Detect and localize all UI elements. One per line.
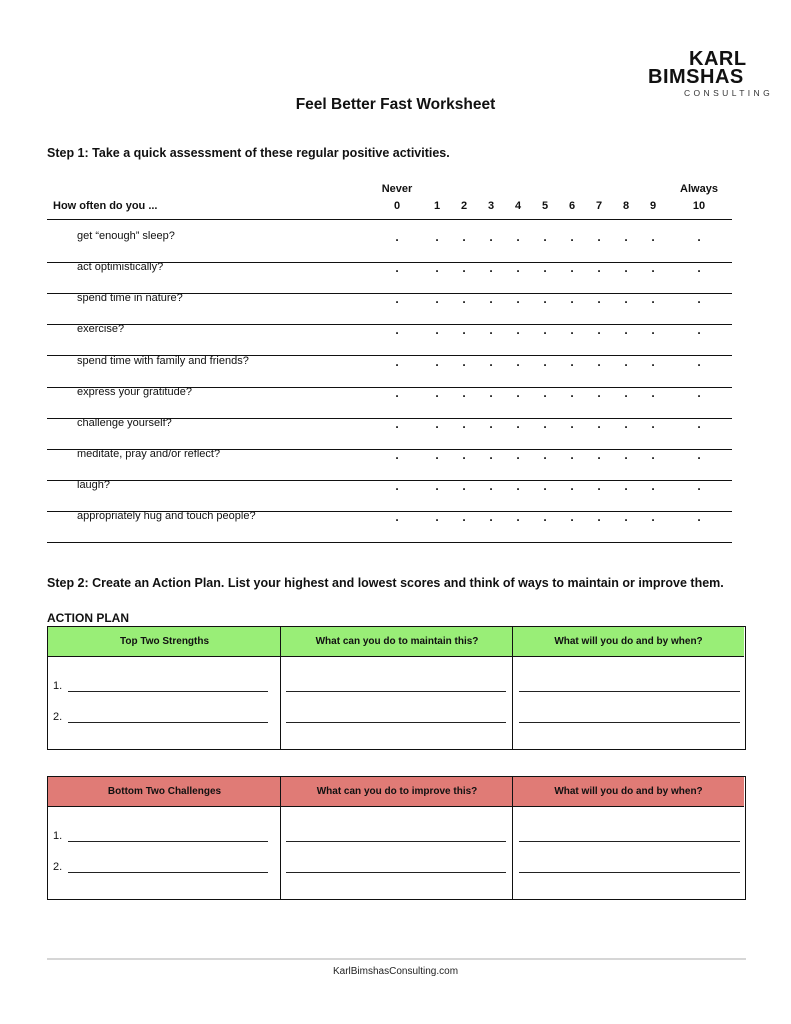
- item-number: 1.: [53, 830, 63, 842]
- step1-heading: [47, 146, 450, 160]
- rating-option-5[interactable]: .: [543, 479, 547, 493]
- rating-option-5[interactable]: .: [543, 323, 547, 337]
- rating-option-7[interactable]: .: [597, 292, 601, 306]
- rating-option-0[interactable]: .: [395, 417, 399, 431]
- rating-option-9[interactable]: .: [651, 292, 655, 306]
- rating-option-2[interactable]: .: [462, 355, 466, 369]
- rating-option-6[interactable]: .: [570, 448, 574, 462]
- rating-option-2[interactable]: .: [462, 417, 466, 431]
- rating-option-9[interactable]: .: [651, 230, 655, 244]
- rating-option-6[interactable]: .: [570, 292, 574, 306]
- fill-in-line[interactable]: [286, 691, 506, 692]
- step2-heading: Step 2: Create an Action Plan. List your highest and lowest scores and think of ways to maintain or improve them.: [47, 576, 724, 590]
- activity-label: get “enough” sleep?: [77, 230, 175, 242]
- rating-option-7[interactable]: .: [597, 479, 601, 493]
- rating-option-10[interactable]: .: [697, 448, 701, 462]
- fill-in-line[interactable]: [519, 841, 740, 842]
- rating-option-8[interactable]: .: [624, 386, 628, 400]
- activity-label: spend time in nature?: [77, 292, 183, 304]
- activity-label: spend time with family and friends?: [77, 355, 249, 367]
- rating-option-4[interactable]: .: [516, 230, 520, 244]
- rating-option-10[interactable]: .: [697, 479, 701, 493]
- rating-option-5[interactable]: .: [543, 386, 547, 400]
- rating-option-8[interactable]: .: [624, 261, 628, 275]
- logo-line-1: KARL: [689, 48, 747, 70]
- activity-label: appropriately hug and touch people?: [77, 510, 256, 522]
- activity-label: laugh?: [77, 479, 111, 491]
- rating-option-6[interactable]: .: [570, 510, 574, 524]
- rating-option-9[interactable]: .: [651, 510, 655, 524]
- rating-option-8[interactable]: .: [624, 417, 628, 431]
- rating-option-3[interactable]: .: [489, 323, 493, 337]
- rating-option-6[interactable]: .: [570, 261, 574, 275]
- activity-label: meditate, pray and/or reflect?: [77, 448, 221, 460]
- activity-label: challenge yourself?: [77, 417, 172, 429]
- rating-option-0[interactable]: .: [395, 261, 399, 275]
- rating-option-5[interactable]: .: [543, 448, 547, 462]
- challenges-header-2: What can you do to improve this?: [281, 777, 513, 807]
- rating-option-1[interactable]: .: [435, 479, 439, 493]
- scale-point-2: 2: [460, 200, 468, 212]
- fill-in-line[interactable]: [68, 872, 268, 873]
- rating-option-10[interactable]: .: [697, 323, 701, 337]
- rating-option-7[interactable]: .: [597, 448, 601, 462]
- logo-line-2: BIMSHAS: [648, 66, 744, 88]
- rating-option-3[interactable]: .: [489, 448, 493, 462]
- rating-option-10[interactable]: .: [697, 510, 701, 524]
- rating-option-1[interactable]: .: [435, 355, 439, 369]
- table-divider: [280, 777, 281, 899]
- scale-always-label: Always: [680, 183, 718, 195]
- table-divider: [512, 627, 513, 749]
- fill-in-line[interactable]: [68, 691, 268, 692]
- strengths-table: [47, 626, 746, 750]
- rating-option-3[interactable]: .: [489, 386, 493, 400]
- item-number: 1.: [53, 680, 63, 692]
- rating-option-8[interactable]: .: [624, 355, 628, 369]
- rating-option-3[interactable]: .: [489, 292, 493, 306]
- strengths-header-2: What can you do to maintain this?: [281, 627, 513, 657]
- strengths-header-1: Top Two Strengths: [48, 627, 281, 657]
- scale-point-5: 5: [541, 200, 549, 212]
- rating-option-7[interactable]: .: [597, 510, 601, 524]
- rating-option-7[interactable]: .: [597, 261, 601, 275]
- rating-option-6[interactable]: .: [570, 386, 574, 400]
- rating-option-8[interactable]: .: [624, 448, 628, 462]
- fill-in-line[interactable]: [286, 841, 506, 842]
- rating-option-3[interactable]: .: [489, 261, 493, 275]
- rating-option-1[interactable]: .: [435, 448, 439, 462]
- action-plan-title: ACTION PLAN: [47, 611, 129, 625]
- rating-option-7[interactable]: .: [597, 230, 601, 244]
- rating-option-5[interactable]: .: [543, 261, 547, 275]
- rating-option-10[interactable]: .: [697, 261, 701, 275]
- rating-option-9[interactable]: .: [651, 261, 655, 275]
- rating-option-6[interactable]: .: [570, 323, 574, 337]
- rating-option-0[interactable]: .: [395, 292, 399, 306]
- fill-in-line[interactable]: [286, 872, 506, 873]
- scale-point-10: 10: [692, 200, 706, 212]
- company-logo: [645, 48, 774, 98]
- step1-label: Step 1:: [47, 146, 89, 160]
- rating-option-4[interactable]: .: [516, 448, 520, 462]
- rating-option-2[interactable]: .: [462, 479, 466, 493]
- rating-option-4[interactable]: .: [516, 510, 520, 524]
- rating-option-7[interactable]: .: [597, 386, 601, 400]
- fill-in-line[interactable]: [68, 841, 268, 842]
- rating-option-10[interactable]: .: [697, 417, 701, 431]
- rating-option-3[interactable]: .: [489, 510, 493, 524]
- activity-label: express your gratitude?: [77, 386, 192, 398]
- rating-option-1[interactable]: .: [435, 386, 439, 400]
- scale-point-0: 0: [393, 200, 401, 212]
- rating-option-9[interactable]: .: [651, 417, 655, 431]
- activity-label: act optimistically?: [77, 261, 164, 273]
- item-number: 2.: [53, 861, 63, 873]
- rating-option-6[interactable]: .: [570, 230, 574, 244]
- rating-option-0[interactable]: .: [395, 355, 399, 369]
- table-divider: [280, 627, 281, 749]
- rating-option-8[interactable]: .: [624, 323, 628, 337]
- scale-point-6: 6: [568, 200, 576, 212]
- footer-divider: [47, 958, 746, 960]
- fill-in-line[interactable]: [519, 872, 740, 873]
- rating-option-9[interactable]: .: [651, 386, 655, 400]
- challenges-table: [47, 776, 746, 900]
- footer-url[interactable]: KarlBimshasConsulting.com: [332, 966, 459, 977]
- item-number: 2.: [53, 711, 63, 723]
- rating-option-0[interactable]: .: [395, 510, 399, 524]
- rating-option-2[interactable]: .: [462, 448, 466, 462]
- scale-point-7: 7: [595, 200, 603, 212]
- question-header: How often do you ...: [53, 200, 158, 212]
- strengths-header-3: What will you do and by when?: [513, 627, 744, 657]
- rating-option-1[interactable]: .: [435, 230, 439, 244]
- rating-option-5[interactable]: .: [543, 510, 547, 524]
- rating-option-3[interactable]: .: [489, 355, 493, 369]
- rating-option-9[interactable]: .: [651, 355, 655, 369]
- rating-option-4[interactable]: .: [516, 386, 520, 400]
- rating-option-9[interactable]: .: [651, 479, 655, 493]
- table-divider: [512, 777, 513, 899]
- rating-option-9[interactable]: .: [651, 323, 655, 337]
- rating-option-1[interactable]: .: [435, 417, 439, 431]
- challenges-header-1: Bottom Two Challenges: [48, 777, 281, 807]
- scale-point-1: 1: [433, 200, 441, 212]
- rating-option-8[interactable]: .: [624, 230, 628, 244]
- rating-option-4[interactable]: .: [516, 261, 520, 275]
- fill-in-line[interactable]: [68, 722, 268, 723]
- rating-option-2[interactable]: .: [462, 323, 466, 337]
- rating-option-8[interactable]: .: [624, 479, 628, 493]
- rating-option-1[interactable]: .: [435, 323, 439, 337]
- fill-in-line[interactable]: [519, 722, 740, 723]
- step1-text: Take a quick assessment of these regular positive activities.: [92, 146, 450, 160]
- table-rule: [47, 219, 732, 220]
- rating-option-0[interactable]: .: [395, 323, 399, 337]
- scale-never-label: Never: [381, 183, 413, 195]
- rating-option-0[interactable]: .: [395, 230, 399, 244]
- rating-option-2[interactable]: .: [462, 510, 466, 524]
- rating-option-5[interactable]: .: [543, 417, 547, 431]
- page-title: Feel Better Fast Worksheet: [295, 96, 496, 113]
- rating-option-4[interactable]: .: [516, 417, 520, 431]
- rating-option-0[interactable]: .: [395, 448, 399, 462]
- rating-option-10[interactable]: .: [697, 355, 701, 369]
- rating-option-10[interactable]: .: [697, 386, 701, 400]
- scale-point-8: 8: [622, 200, 630, 212]
- scale-point-4: 4: [514, 200, 522, 212]
- rating-option-4[interactable]: .: [516, 292, 520, 306]
- rating-option-9[interactable]: .: [651, 448, 655, 462]
- challenges-header-3: What will you do and by when?: [513, 777, 744, 807]
- rating-option-2[interactable]: .: [462, 230, 466, 244]
- scale-point-3: 3: [487, 200, 495, 212]
- scale-point-9: 9: [649, 200, 657, 212]
- rating-option-7[interactable]: .: [597, 417, 601, 431]
- rating-option-8[interactable]: .: [624, 292, 628, 306]
- rating-option-7[interactable]: .: [597, 355, 601, 369]
- rating-option-2[interactable]: .: [462, 261, 466, 275]
- rating-option-8[interactable]: .: [624, 510, 628, 524]
- rating-option-10[interactable]: .: [697, 292, 701, 306]
- fill-in-line[interactable]: [519, 691, 740, 692]
- rating-option-5[interactable]: .: [543, 355, 547, 369]
- row-divider: [47, 542, 732, 543]
- rating-option-2[interactable]: .: [462, 292, 466, 306]
- activity-label: exercise?: [77, 323, 125, 335]
- rating-option-3[interactable]: .: [489, 417, 493, 431]
- rating-option-3[interactable]: .: [489, 230, 493, 244]
- rating-option-1[interactable]: .: [435, 510, 439, 524]
- rating-option-4[interactable]: .: [516, 323, 520, 337]
- rating-option-2[interactable]: .: [462, 386, 466, 400]
- rating-option-0[interactable]: .: [395, 386, 399, 400]
- rating-option-7[interactable]: .: [597, 323, 601, 337]
- rating-option-6[interactable]: .: [570, 417, 574, 431]
- rating-option-6[interactable]: .: [570, 479, 574, 493]
- rating-option-5[interactable]: .: [543, 292, 547, 306]
- rating-option-3[interactable]: .: [489, 479, 493, 493]
- rating-option-1[interactable]: .: [435, 261, 439, 275]
- logo-line-3: CONSULTING: [684, 88, 774, 98]
- rating-option-4[interactable]: .: [516, 355, 520, 369]
- rating-option-4[interactable]: .: [516, 479, 520, 493]
- rating-option-5[interactable]: .: [543, 230, 547, 244]
- rating-option-6[interactable]: .: [570, 355, 574, 369]
- rating-option-0[interactable]: .: [395, 479, 399, 493]
- rating-option-1[interactable]: .: [435, 292, 439, 306]
- fill-in-line[interactable]: [286, 722, 506, 723]
- rating-option-10[interactable]: .: [697, 230, 701, 244]
